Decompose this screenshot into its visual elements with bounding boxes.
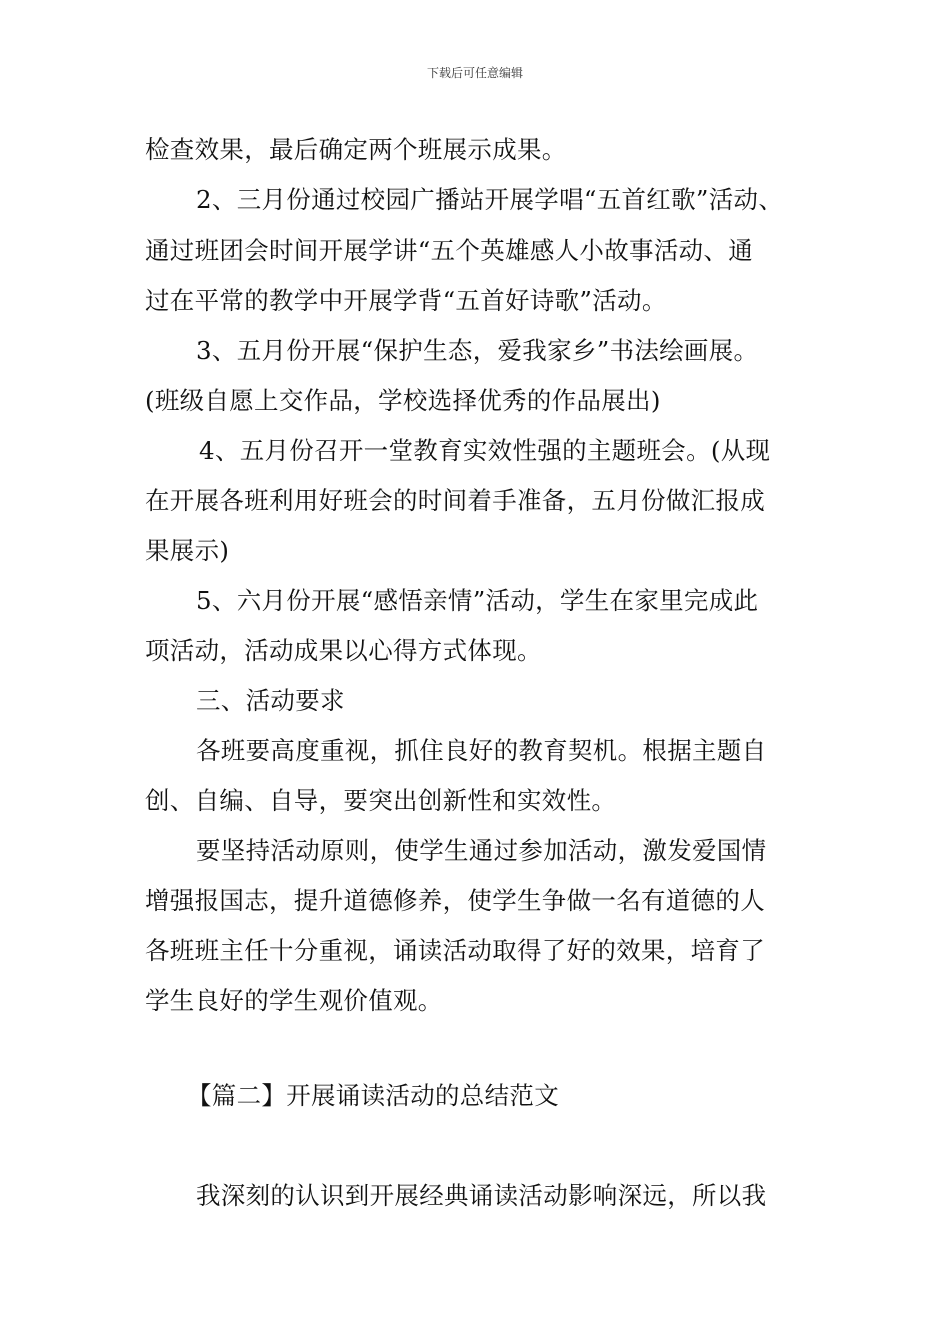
paragraph-line: 5、六月份开展“感悟亲情”活动，学生在家里完成此 <box>196 586 759 615</box>
paragraph-line: 创、自编、自导，要突出创新性和实效性。 <box>145 786 617 815</box>
section-heading: 三、活动要求 <box>196 686 345 715</box>
paragraph-line: 项活动，活动成果以心得方式体现。 <box>145 636 542 665</box>
paragraph-line: 检查效果，最后确定两个班展示成果。 <box>145 135 567 164</box>
paragraph-line: 要坚持活动原则，使学生通过参加活动，激发爱国情 <box>196 836 767 865</box>
article-title: 【篇二】开展诵读活动的总结范文 <box>187 1081 559 1110</box>
paragraph-line: 果展示) <box>145 536 230 565</box>
paragraph-line: 我深刻的认识到开展经典诵读活动影响深远，所以我 <box>196 1181 767 1210</box>
paragraph-line: 通过班团会时间开展学讲“五个英雄感人小故事活动、通 <box>145 236 754 265</box>
paragraph-line: 4、五月份召开一堂教育实效性强的主题班会。(从现 <box>199 436 771 465</box>
paragraph-line: 2、三月份通过校园广播站开展学唱“五首红歌”活动、 <box>196 185 784 214</box>
paragraph-line: 增强报国志，提升道德修养，使学生争做一名有道德的人 <box>145 886 765 915</box>
paragraph-line: 在开展各班利用好班会的时间着手准备，五月份做汇报成 <box>145 486 765 515</box>
paragraph-line: 学生良好的学生观价值观。 <box>145 986 443 1015</box>
paragraph-line: 3、五月份开展“保护生态，爱我家乡”书法绘画展。 <box>196 336 759 365</box>
paragraph-line: 过在平常的教学中开展学背“五首好诗歌”活动。 <box>145 286 667 315</box>
page-header: 下载后可任意编辑 <box>426 66 523 80</box>
paragraph-line: (班级自愿上交作品，学校选择优秀的作品展出) <box>145 386 661 415</box>
paragraph-line: 各班班主任十分重视，诵读活动取得了好的效果，培育了 <box>145 936 765 965</box>
paragraph-line: 各班要高度重视，抓住良好的教育契机。根据主题自 <box>196 736 767 765</box>
